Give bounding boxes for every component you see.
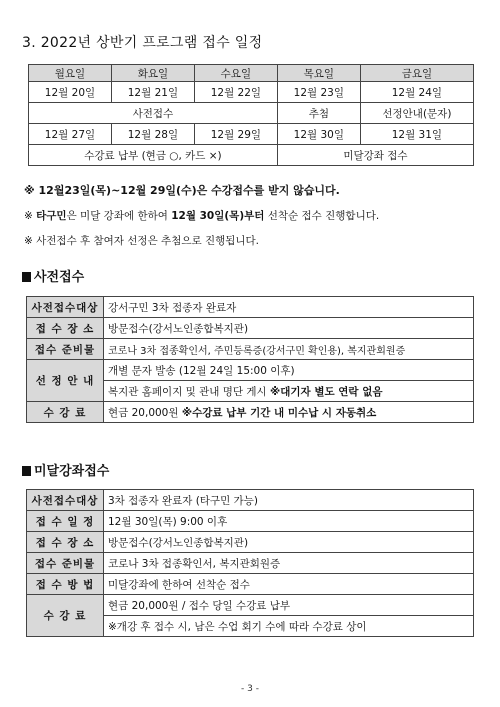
date-cell: 12월 20일 (29, 82, 112, 103)
square-bullet-icon (22, 466, 31, 476)
row-label: 수 강 료 (27, 402, 104, 423)
date-cell: 12월 31일 (360, 124, 473, 145)
page-number: - 3 - (241, 684, 259, 694)
table-row (27, 360, 474, 381)
value-text-bold: ※대기자 별도 연락 없음 (270, 385, 383, 398)
row-value: 12월 30일(목) 9:00 이후 (104, 511, 474, 532)
table-row (27, 532, 474, 553)
value-text: 현금 20,000원 (108, 406, 182, 419)
note-text: 은 미달 강좌에 한하여 (66, 210, 172, 222)
event-cell: 미달강좌 접수 (277, 145, 473, 166)
table-row (27, 553, 474, 574)
day-header: 화요일 (111, 65, 194, 82)
row-value: ※개강 후 접수 시, 남은 수업 회기 수에 따라 수강료 상이 (104, 616, 474, 637)
date-cell: 12월 29일 (194, 124, 277, 145)
row-value: 방문접수(강서노인종합복지관) (104, 532, 474, 553)
row-label: 접 수 장 소 (27, 318, 104, 339)
day-header: 목요일 (277, 65, 360, 82)
row-value: 방문접수(강서노인종합복지관) (104, 318, 474, 339)
row-label: 접 수 장 소 (27, 532, 104, 553)
row-label: 접수 준비물 (27, 553, 104, 574)
section-heading-mid (22, 460, 109, 479)
note-text: 선착순 접수 진행합니다. (264, 210, 380, 222)
table-row (27, 595, 474, 616)
table-row (29, 103, 474, 124)
row-value (104, 381, 474, 402)
event-cell: 사전접수 (29, 103, 278, 124)
date-cell: 12월 21일 (111, 82, 194, 103)
section-heading-text: 미달강좌접수 (34, 464, 110, 479)
date-cell: 12월 23일 (277, 82, 360, 103)
day-header: 금요일 (360, 65, 473, 82)
row-label: 수 강 료 (27, 595, 104, 637)
schedule-table (28, 64, 474, 166)
row-label: 접 수 일 정 (27, 511, 104, 532)
table-row (29, 82, 474, 103)
table-row (27, 339, 474, 360)
day-header: 수요일 (194, 65, 277, 82)
note-other-district (24, 208, 379, 223)
table-row (27, 511, 474, 532)
date-cell: 12월 28일 (111, 124, 194, 145)
table-row (29, 124, 474, 145)
row-value: 강서구민 3차 접종자 완료자 (104, 297, 474, 318)
table-row (29, 145, 474, 166)
date-cell: 12월 27일 (29, 124, 112, 145)
day-header: 월요일 (29, 65, 112, 82)
row-label: 접수 준비물 (27, 339, 104, 360)
date-cell: 12월 30일 (277, 124, 360, 145)
row-label: 사전접수대상 (27, 297, 104, 318)
value-text: 복지관 홈페이지 및 관내 명단 게시 (108, 385, 271, 398)
table-row (27, 490, 474, 511)
section-heading-pre (22, 266, 84, 285)
note-text: 타구민 (36, 210, 67, 222)
row-value: 코로나 3차 접종확인서, 복지관회원증 (104, 553, 474, 574)
event-cell: 선정안내(문자) (360, 103, 473, 124)
event-cell: 추첨 (277, 103, 360, 124)
date-cell: 12월 24일 (360, 82, 473, 103)
row-label: 접 수 방 법 (27, 574, 104, 595)
row-value: 3차 접종자 완료자 (타구민 가능) (104, 490, 474, 511)
page-title: 3. 2022년 상반기 프로그램 접수 일정 (22, 35, 263, 51)
row-value: 개별 문자 발송 (12월 24일 15:00 이후) (104, 360, 474, 381)
date-cell: 12월 22일 (194, 82, 277, 103)
row-label: 선 정 안 내 (27, 360, 104, 402)
row-value: 현금 20,000원 / 접수 당일 수강료 납부 (104, 595, 474, 616)
table-row (27, 402, 474, 423)
table-row (27, 318, 474, 339)
note-lottery: ※ 사전접수 후 참여자 선정은 추첨으로 진행됩니다. (24, 235, 260, 247)
row-value: 미달강좌에 한하여 선착순 접수 (104, 574, 474, 595)
note-no-registration: ※ 12월23일(목)~12월 29일(수)은 수강접수를 받지 않습니다. (24, 184, 340, 197)
row-value: 코로나 3차 접종확인서, 주민등록증(강서구민 확인용), 복지관회원증 (104, 339, 474, 360)
table-row (29, 65, 474, 82)
pre-registration-table (26, 296, 474, 423)
note-text: ※ (24, 210, 37, 222)
row-value (104, 402, 474, 423)
row-label: 사전접수대상 (27, 490, 104, 511)
note-text: 12월 30일(목)부터 (171, 210, 265, 222)
table-row (27, 297, 474, 318)
undersubscribed-table (26, 489, 474, 637)
table-row (27, 574, 474, 595)
square-bullet-icon (22, 272, 31, 282)
section-heading-text: 사전접수 (34, 270, 85, 285)
event-cell: 수강료 납부 (현금 ○, 카드 ×) (29, 145, 278, 166)
value-text-bold: ※수강료 납부 기간 내 미수납 시 자동취소 (181, 406, 377, 419)
